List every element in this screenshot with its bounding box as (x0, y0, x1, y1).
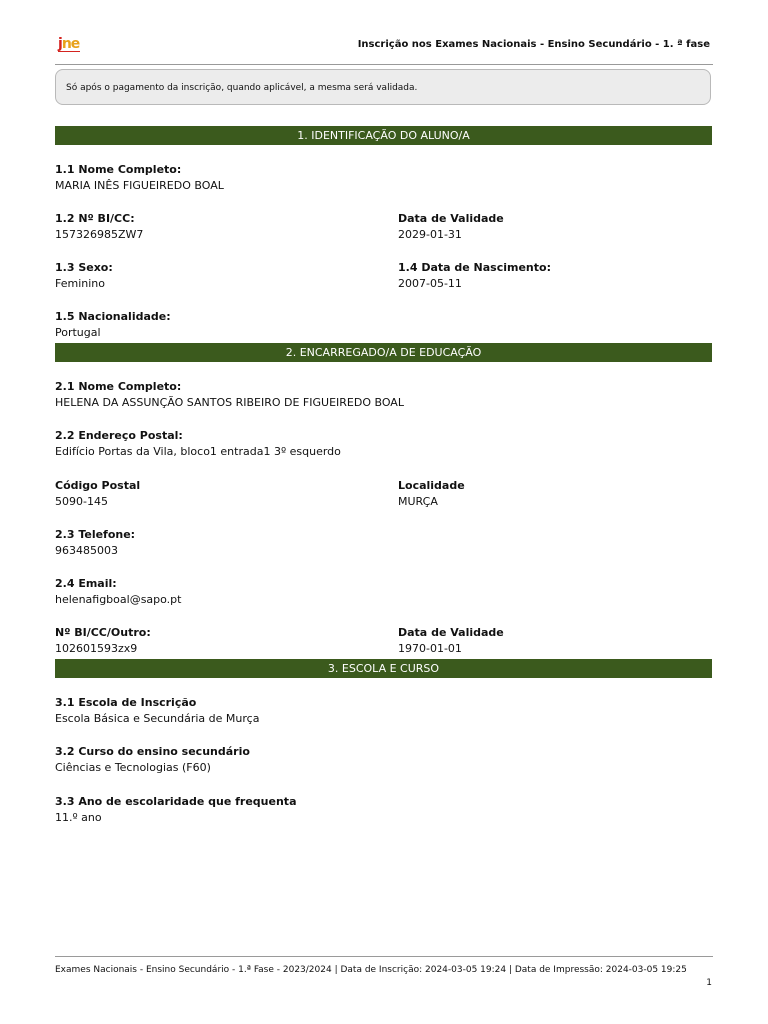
jne-logo (58, 36, 80, 58)
field-label: Data de Validade (398, 212, 504, 225)
field-value: MURÇA (398, 495, 438, 508)
field-value: 157326985ZW7 (55, 228, 144, 241)
field-label: 2.1 Nome Completo: (55, 380, 182, 393)
field-value: 2007-05-11 (398, 277, 462, 290)
field-value: helenafigboal@sapo.pt (55, 593, 182, 606)
field-ee-codigo-postal (55, 479, 140, 509)
field-value: Escola Básica e Secundária de Murça (55, 712, 260, 725)
field-ee-documento (55, 626, 151, 656)
field-ee-documento-validade (398, 626, 504, 656)
field-aluno-nacionalidade (55, 310, 171, 340)
field-curso (55, 745, 250, 775)
field-value: HELENA DA ASSUNÇÃO SANTOS RIBEIRO DE FIGUEIREDO BOAL (55, 396, 404, 409)
footer-divider (55, 956, 713, 957)
field-aluno-bi (55, 212, 143, 242)
field-value: Edifício Portas da Vila, bloco1 entrada1 3º esquerdo (55, 445, 341, 458)
field-label: 1.3 Sexo: (55, 261, 113, 274)
field-value: Feminino (55, 277, 105, 290)
field-ano-escolaridade (55, 795, 297, 825)
field-label: Localidade (398, 479, 465, 492)
field-label: 2.2 Endereço Postal: (55, 429, 183, 442)
field-ee-nome (55, 380, 404, 410)
field-label: 1.5 Nacionalidade: (55, 310, 171, 323)
field-label: 1.2 Nº BI/CC: (55, 212, 135, 225)
field-label: 1.1 Nome Completo: (55, 163, 182, 176)
field-aluno-nascimento (398, 261, 551, 291)
field-value: 1970-01-01 (398, 642, 462, 655)
field-label: 3.3 Ano de escolaridade que frequenta (55, 795, 297, 808)
page-number: 1 (706, 978, 712, 988)
field-label: Nº BI/CC/Outro: (55, 626, 151, 639)
field-label: 2.4 Email: (55, 577, 117, 590)
section-header-identificacao: 1. IDENTIFICAÇÃO DO ALUNO/A (55, 126, 712, 145)
field-label: 3.2 Curso do ensino secundário (55, 745, 250, 758)
field-aluno-nome (55, 163, 224, 193)
field-ee-telefone (55, 528, 135, 558)
field-aluno-validade (398, 212, 504, 242)
footer-text: Exames Nacionais - Ensino Secundário - 1.ª Fase - 2023/2024 | Data de Inscrição: 2024-03-05 19:24 | Data de Impressão: 2024-03-05 19:25 (55, 965, 687, 975)
field-label: 3.1 Escola de Inscrição (55, 696, 197, 709)
field-value: Ciências e Tecnologias (F60) (55, 761, 211, 774)
payment-notice: Só após o pagamento da inscrição, quando aplicável, a mesma será validada. (55, 69, 711, 105)
field-label: 1.4 Data de Nascimento: (398, 261, 551, 274)
logo-underline (58, 51, 80, 55)
field-escola (55, 696, 259, 726)
logo-text: jne (58, 36, 80, 52)
field-label: Data de Validade (398, 626, 504, 639)
field-value: 5090-145 (55, 495, 108, 508)
field-value: Portugal (55, 326, 101, 339)
field-value: 2029-01-31 (398, 228, 462, 241)
field-label: 2.3 Telefone: (55, 528, 136, 541)
field-value: MARIA INÊS FIGUEIREDO BOAL (55, 179, 224, 192)
field-value: 963485003 (55, 544, 118, 557)
field-aluno-sexo (55, 261, 113, 291)
field-value: 102601593zx9 (55, 642, 138, 655)
field-ee-email (55, 577, 181, 607)
header-divider (55, 64, 713, 65)
field-value: 11.º ano (55, 811, 102, 824)
field-ee-localidade (398, 479, 465, 509)
field-label: Código Postal (55, 479, 141, 492)
document-title: Inscrição nos Exames Nacionais - Ensino Secundário - 1. ª fase (357, 39, 710, 50)
field-ee-endereco (55, 429, 341, 459)
section-header-escola-curso: 3. ESCOLA E CURSO (55, 659, 712, 678)
section-header-encarregado: 2. ENCARREGADO/A DE EDUCAÇÃO (55, 343, 712, 362)
